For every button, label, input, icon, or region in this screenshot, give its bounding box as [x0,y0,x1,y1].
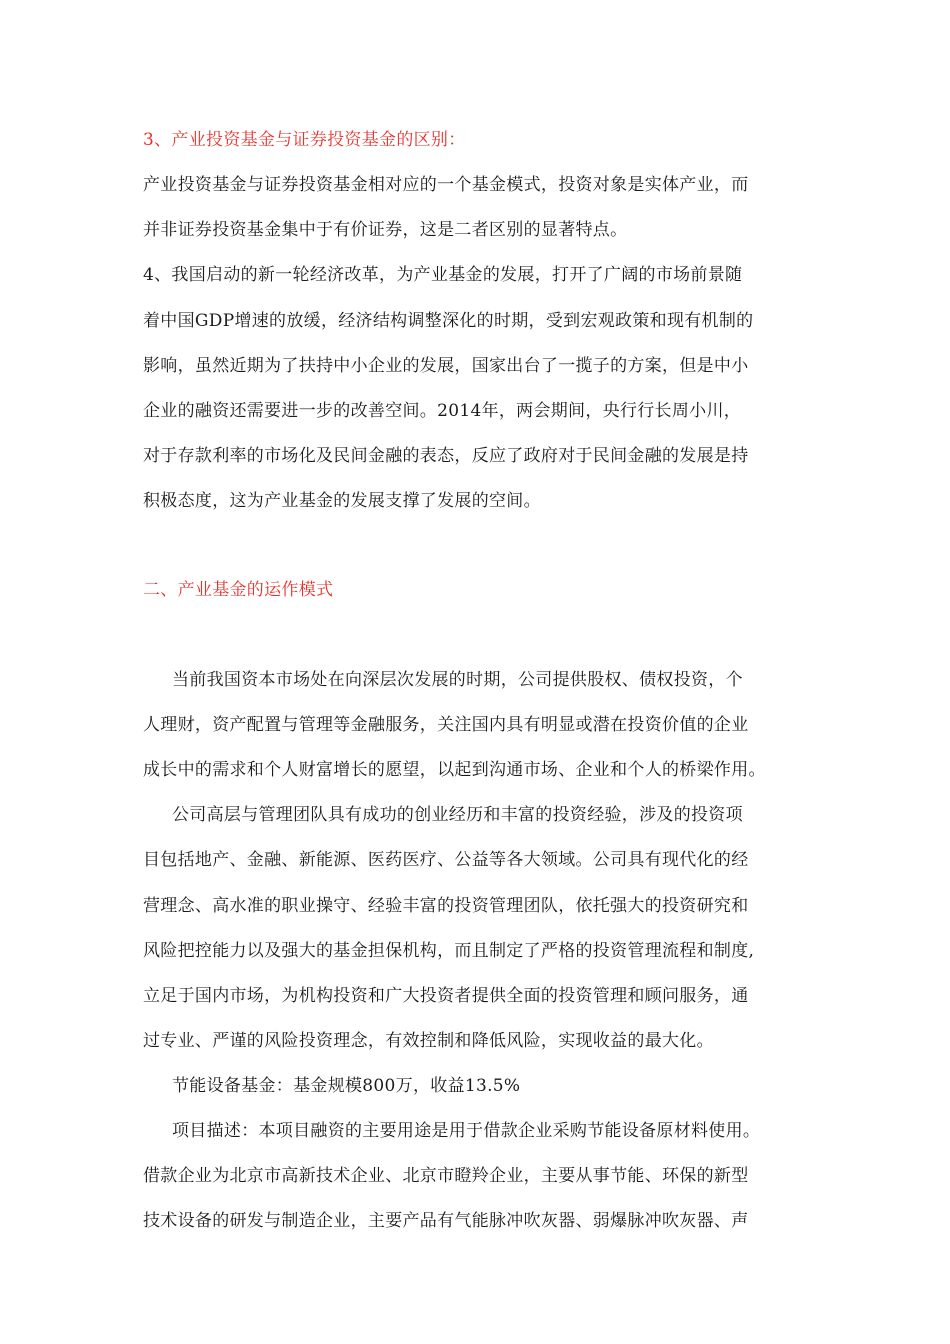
para2-line-2: 目包括地产、金融、新能源、医药医疗、公益等各大领域。公司具有现代化的经 [143,850,749,870]
project-line-3: 技术设备的研发与制造企业，主要产品有气能脉冲吹灰器、弱爆脉冲吹灰器、声 [143,1211,749,1231]
section4-line-4: 企业的融资还需要进一步的改善空间。2014年，两会期间，央行行长周小川， [143,401,742,421]
project-line-1: 项目描述：本项目融资的主要用途是用于借款企业采购节能设备原材料使用。 [172,1121,761,1141]
para1-line-1: 当前我国资本市场处在向深层次发展的时期，公司提供股权、债权投资，个 [172,670,743,690]
fund-summary-line: 节能设备基金：基金规模800万，收益13.5% [172,1076,521,1096]
para2-line-1: 公司高层与管理团队具有成功的创业经历和丰富的投资经验，涉及的投资项 [172,805,743,825]
para2-line-5: 立足于国内市场，为机构投资和广大投资者提供全面的投资管理和顾问服务，通 [143,986,749,1006]
section4-line-6: 积极态度，这为产业基金的发展支撑了发展的空间。 [143,491,541,511]
section4-line-1: 4、我国启动的新一轮经济改革，为产业基金的发展，打开了广阔的市场前景随 [143,265,743,285]
section3-line-1: 产业投资基金与证券投资基金相对应的一个基金模式，投资对象是实体产业，而 [143,175,749,195]
section4-line-3: 影响，虽然近期为了扶持中小企业的发展，国家出台了一揽子的方案，但是中小 [143,356,749,376]
para2-line-3: 营理念、高水准的职业操守、经验丰富的投资管理团队，依托强大的投资研究和 [143,896,749,916]
project-line-2: 借款企业为北京市高新技术企业、北京市瞪羚企业，主要从事节能、环保的新型 [143,1166,749,1186]
section4-line-5: 对于存款利率的市场化及民间金融的表态，反应了政府对于民间金融的发展是持 [143,446,749,466]
para2-line-6: 过专业、严谨的风险投资理念，有效控制和降低风险，实现收益的最大化。 [143,1031,714,1051]
para2-line-4: 风险把控能力以及强大的基金担保机构，而且制定了严格的投资管理流程和制度, [143,941,755,961]
para1-line-2: 人理财，资产配置与管理等金融服务，关注国内具有明显或潜在投资价值的企业 [143,715,749,735]
section3-heading: 3、产业投资基金与证券投资基金的区别： [143,130,466,150]
part2-heading: 二、产业基金的运作模式 [143,580,334,600]
section3-line-2: 并非证券投资基金集中于有价证券，这是二者区别的显著特点。 [143,220,628,240]
para1-line-3: 成长中的需求和个人财富增长的愿望，以起到沟通市场、企业和个人的桥梁作用。 [143,760,766,780]
section4-line-2: 着中国GDP增速的放缓，经济结构调整深化的时期，受到宏观政策和现有机制的 [143,311,754,331]
